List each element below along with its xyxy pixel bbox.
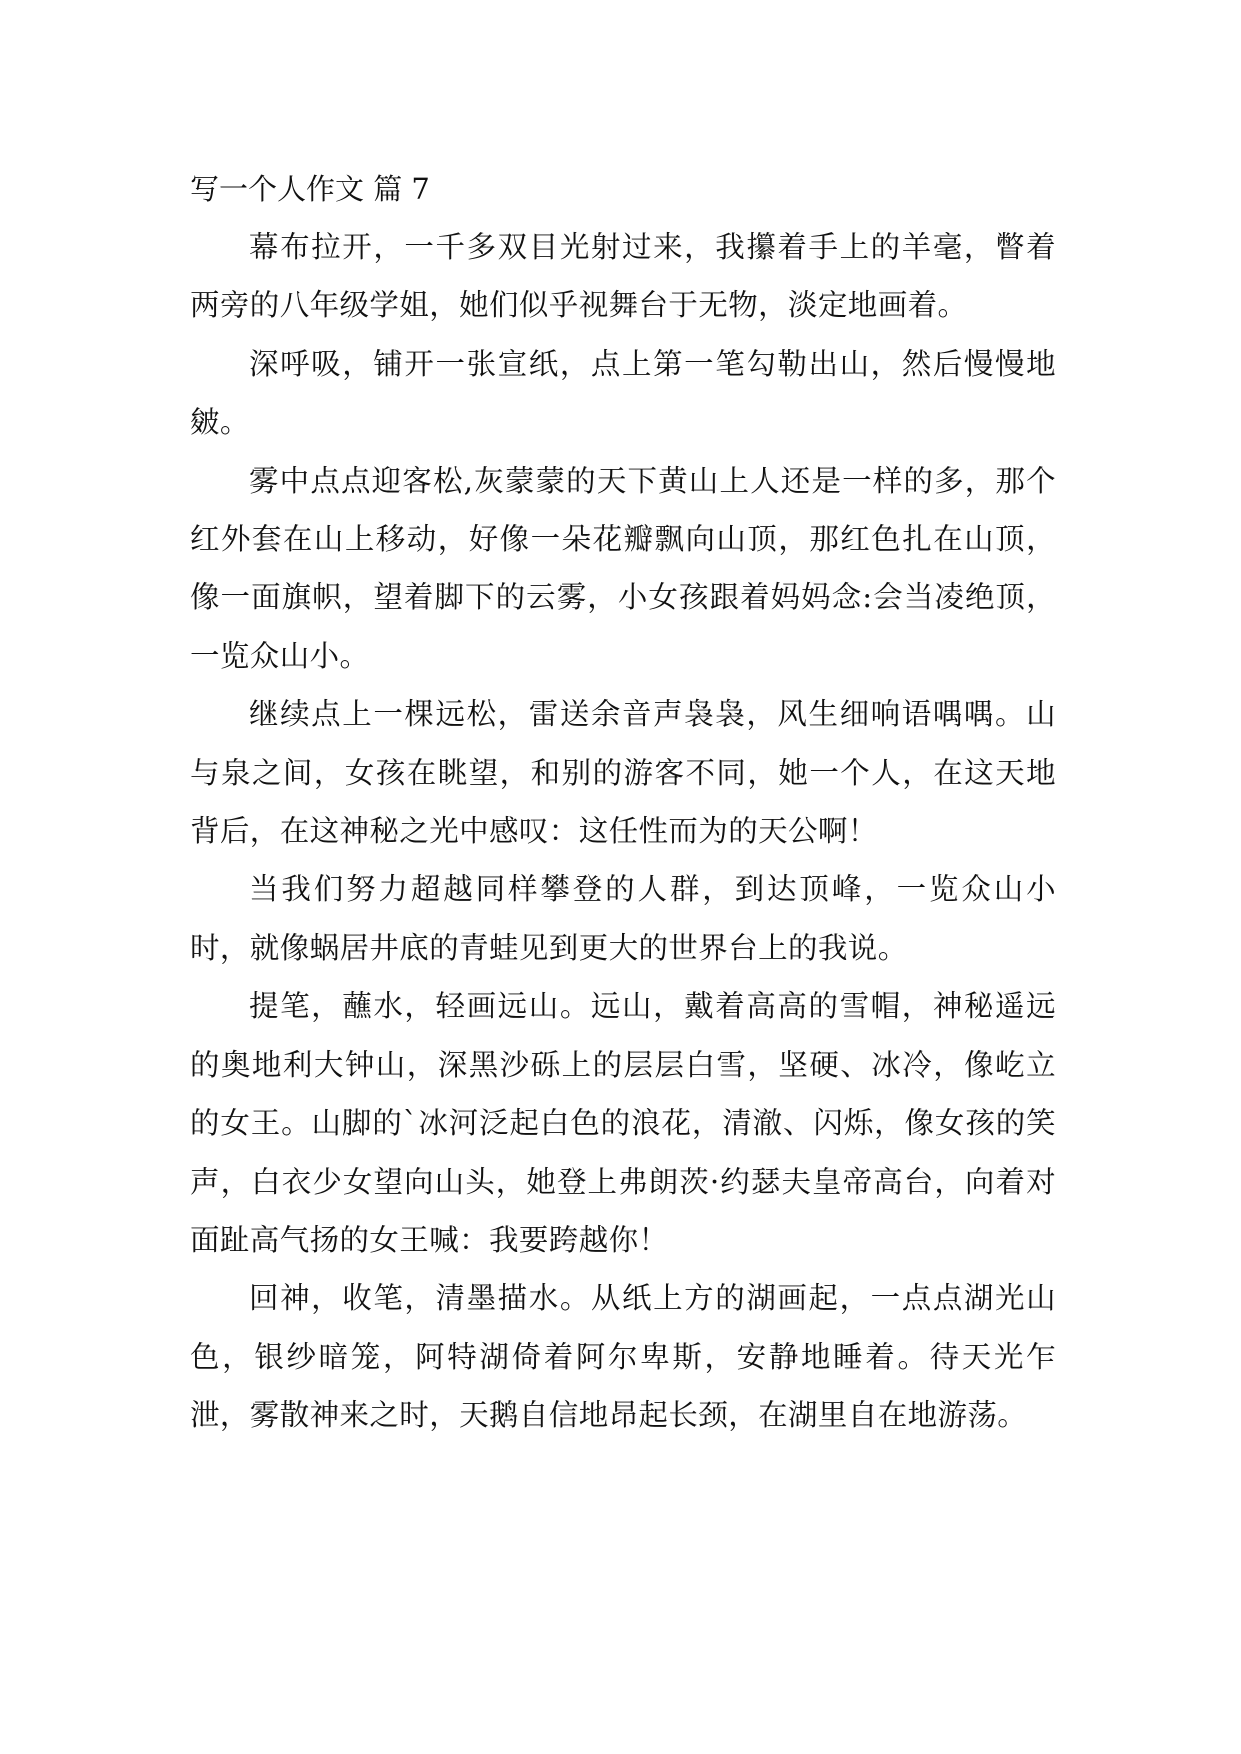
paragraph-6: 提笔，蘸水，轻画远山。远山，戴着高高的雪帽，神秘遥远的奥地利大钟山，深黑沙砾上的层层白雪，坚硬、冰冷，像屹立的女王。山脚的`冰河泛起白色的浪花，清澈、闪烁，像女孩的笑声，白衣少女望向山头，她登上弗朗茨·约瑟夫皇帝高台，向着对面趾高气扬的女王喊：我要跨越你！	[190, 989, 1056, 1257]
paragraph-7: 回神，收笔，清墨描水。从纸上方的湖画起，一点点湖光山色，银纱暗笼，阿特湖倚着阿尔卑斯，安静地睡着。待天光乍泄，雾散神来之时，天鹅自信地昂起长颈，在湖里自在地游荡。	[190, 1281, 1056, 1433]
paragraph-1: 幕布拉开，一千多双目光射过来，我攥着手上的羊毫，瞥着两旁的八年级学姐，她们似乎视舞台于无物，淡定地画着。	[190, 230, 1056, 323]
essay-title: 写一个人作文 篇 7	[190, 172, 430, 206]
paragraph-2: 深呼吸，铺开一张宣纸，点上第一笔勾勒出山，然后慢慢地皴。	[190, 346, 1056, 440]
paragraph-4: 继续点上一棵远松，雷送余音声袅袅，风生细响语喁喁。山与泉之间，女孩在眺望，和别的游客不同，她一个人，在这天地背后，在这神秘之光中感叹：这任性而为的天公啊！	[190, 697, 1056, 849]
paragraph-3: 雾中点点迎客松,灰蒙蒙的天下黄山上人还是一样的多，那个红外套在山上移动，好像一朵花瓣飘向山顶，那红色扎在山顶，像一面旗帜，望着脚下的云雾，小女孩跟着妈妈念:会当凌绝顶，一览众山小。	[190, 463, 1056, 673]
essay-body	[190, 160, 1056, 1445]
paragraph-5: 当我们努力超越同样攀登的人群，到达顶峰，一览众山小时，就像蜗居井底的青蛙见到更大的世界台上的我说。	[190, 872, 1056, 965]
